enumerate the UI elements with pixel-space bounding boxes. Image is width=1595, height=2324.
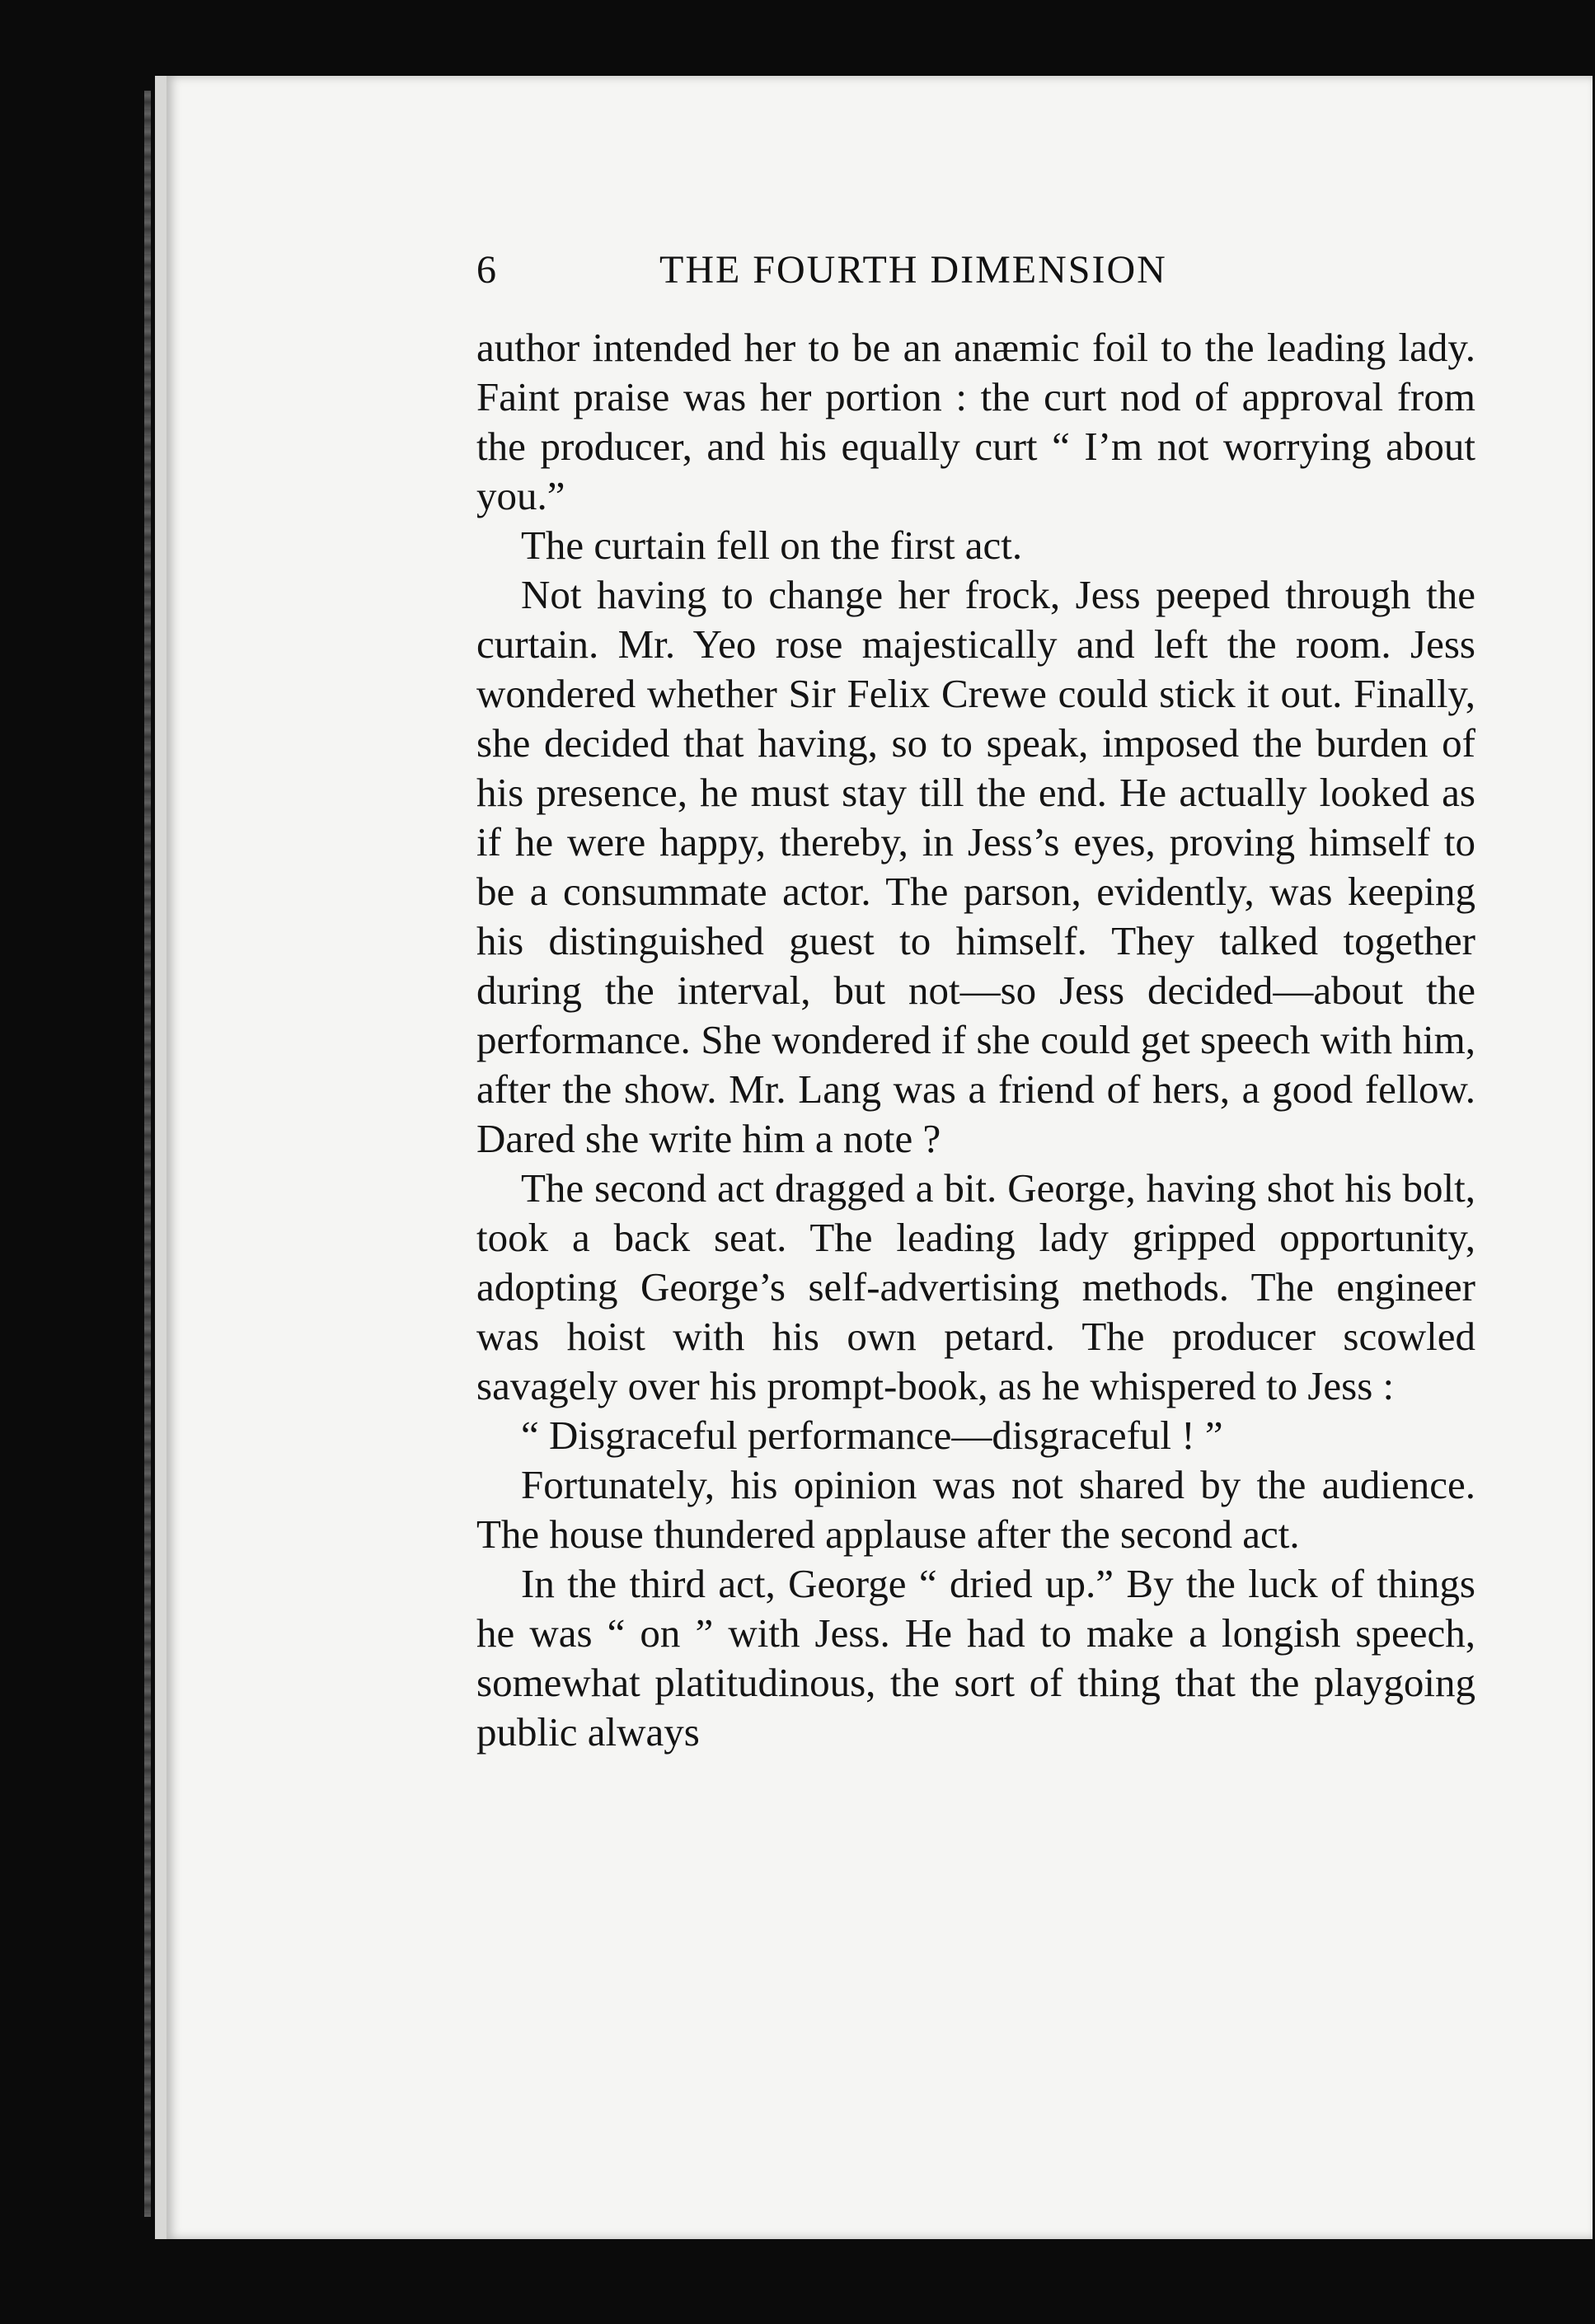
paragraph: Not having to change her frock, Jess peeped through the curtain. Mr. Yeo rose majestically and left the room. Jess wondered whether Sir Felix Crewe could stick it out. Finally, she decided that having, so to speak, imposed the burden of his presence, he must stay till the end. He actually looked as if he were happy, thereby, in Jess’s eyes, proving himself to be a consummate actor. The parson, evidently, was keeping his distinguished guest to himself. They talked together during the interval, but not—so Jess decided—about the performance. She wondered if she could get speech with him, after the show. Mr. Lang was a friend of hers, a good fellow. Dared she write him a note ? xyxy=(476,572,1475,1161)
page-edge-shadow xyxy=(144,91,151,2217)
page-header xyxy=(476,247,1475,305)
paragraph: The second act dragged a bit. George, having shot his bolt, took a back seat. The leading lady gripped opportunity, adopting George’s self-advertising methods. The engineer was hoist with his own petard. The producer scowled savagely over his prompt-book, as he whispered to Jess : xyxy=(476,1165,1475,1408)
paragraph: author intended her to be an anæmic foil to the leading lady. Faint praise was her portion : the curt nod of approval from the producer, and his equally curt “ I’m not worrying about you.” xyxy=(476,325,1475,518)
running-head: THE FOURTH DIMENSION xyxy=(659,248,1167,292)
paragraph: In the third act, George “ dried up.” By the luck of things he was “ on ” with Jess. He had to make a longish speech, somewhat platitudinous, the sort of thing that the playgoing public always xyxy=(476,1561,1475,1755)
page-number: 6 xyxy=(476,248,497,292)
body-text xyxy=(476,323,1475,1757)
paragraph: The curtain fell on the first act. xyxy=(521,522,1023,568)
paragraph: “ Disgraceful performance—disgraceful ! ” xyxy=(521,1413,1223,1458)
paragraph: Fortunately, his opinion was not shared by the audience. The house thundered applause after the second act. xyxy=(476,1462,1475,1557)
